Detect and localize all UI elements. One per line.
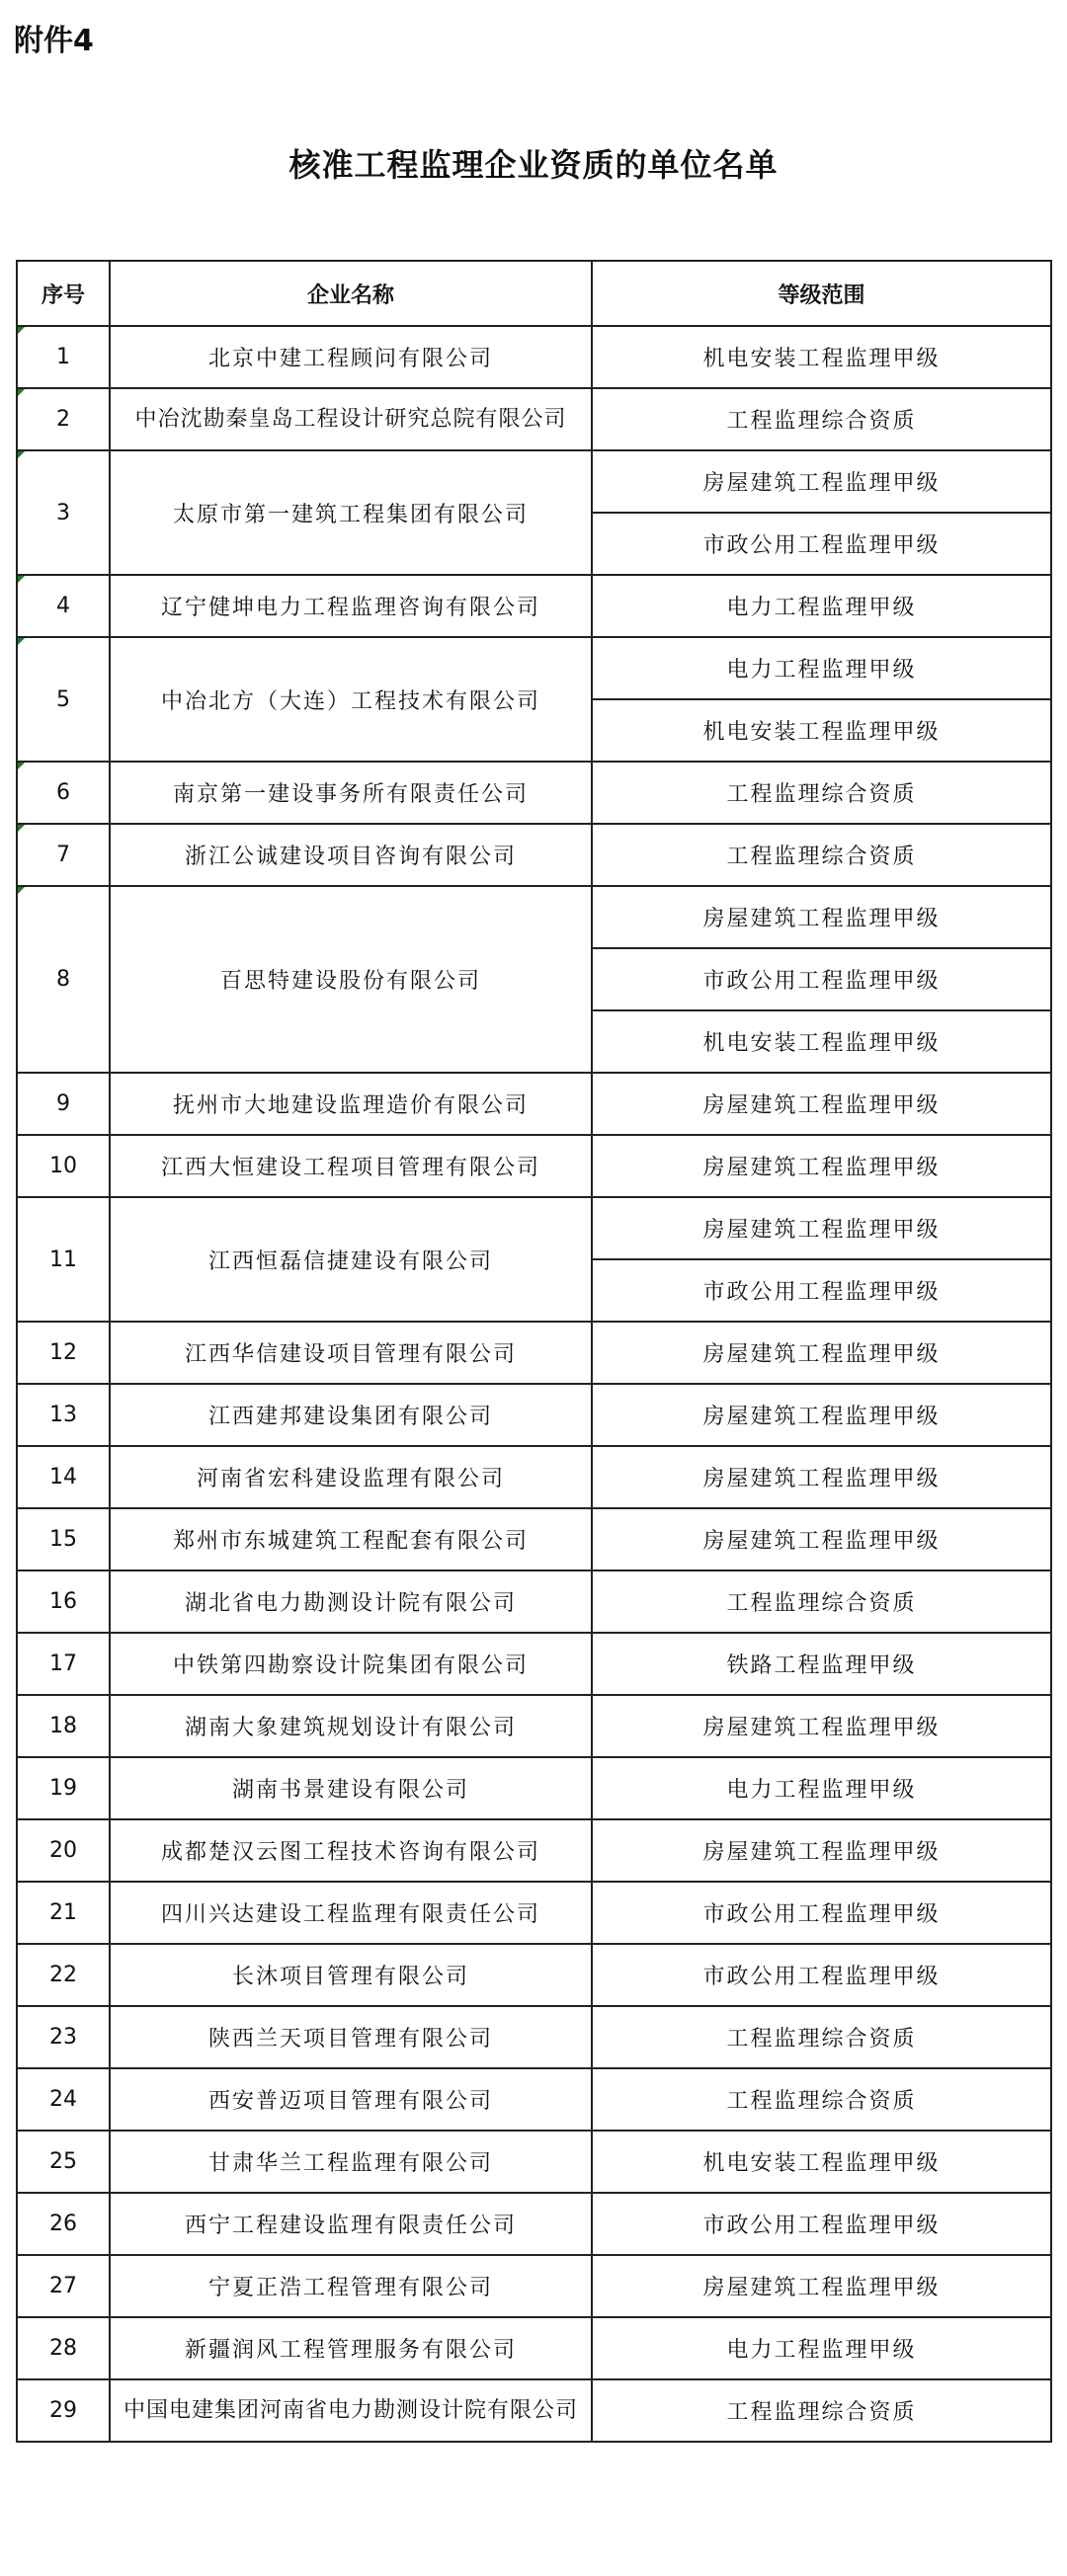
qualification-level: 工程监理综合资质 bbox=[592, 2379, 1051, 2442]
row-number: 6 bbox=[17, 762, 110, 824]
table-row bbox=[17, 637, 1051, 699]
table-row bbox=[17, 824, 1051, 886]
qualification-level: 电力工程监理甲级 bbox=[592, 575, 1051, 637]
qualification-level: 房屋建筑工程监理甲级 bbox=[592, 1073, 1051, 1135]
header-qualification-level: 等级范围 bbox=[592, 261, 1051, 326]
qualification-level: 房屋建筑工程监理甲级 bbox=[592, 1135, 1051, 1197]
qualification-level: 工程监理综合资质 bbox=[592, 762, 1051, 824]
row-number: 1 bbox=[17, 326, 110, 388]
row-number: 12 bbox=[17, 1322, 110, 1384]
row-number: 18 bbox=[17, 1695, 110, 1757]
row-number: 4 bbox=[17, 575, 110, 637]
table-row bbox=[17, 2131, 1051, 2193]
table-row bbox=[17, 1384, 1051, 1446]
row-number: 16 bbox=[17, 1570, 110, 1633]
qualification-level: 房屋建筑工程监理甲级 bbox=[592, 1322, 1051, 1384]
company-name: 中冶北方（大连）工程技术有限公司 bbox=[110, 637, 592, 762]
table-row bbox=[17, 1819, 1051, 1882]
qualification-level: 机电安装工程监理甲级 bbox=[592, 326, 1051, 388]
qualification-level: 市政公用工程监理甲级 bbox=[592, 513, 1051, 575]
table-body bbox=[17, 326, 1051, 2442]
qualification-level: 房屋建筑工程监理甲级 bbox=[592, 1384, 1051, 1446]
table-row bbox=[17, 450, 1051, 513]
qualification-level: 电力工程监理甲级 bbox=[592, 1757, 1051, 1819]
company-name: 湖南书景建设有限公司 bbox=[110, 1757, 592, 1819]
table-row bbox=[17, 1944, 1051, 2006]
row-number: 8 bbox=[17, 886, 110, 1073]
row-number: 19 bbox=[17, 1757, 110, 1819]
qualification-level: 电力工程监理甲级 bbox=[592, 637, 1051, 699]
company-name: 江西大恒建设工程项目管理有限公司 bbox=[110, 1135, 592, 1197]
row-number: 22 bbox=[17, 1944, 110, 2006]
row-number: 7 bbox=[17, 824, 110, 886]
company-name: 百思特建设股份有限公司 bbox=[110, 886, 592, 1073]
qualification-level: 房屋建筑工程监理甲级 bbox=[592, 450, 1051, 513]
row-number: 27 bbox=[17, 2255, 110, 2317]
table-row bbox=[17, 1135, 1051, 1197]
row-number: 11 bbox=[17, 1197, 110, 1322]
qualification-level: 工程监理综合资质 bbox=[592, 1570, 1051, 1633]
table-row bbox=[17, 575, 1051, 637]
qualification-level: 机电安装工程监理甲级 bbox=[592, 699, 1051, 762]
row-number: 25 bbox=[17, 2131, 110, 2193]
qualification-level: 工程监理综合资质 bbox=[592, 824, 1051, 886]
company-name: 中冶沈勘秦皇岛工程设计研究总院有限公司 bbox=[110, 388, 592, 450]
row-number: 15 bbox=[17, 1508, 110, 1570]
company-name: 南京第一建设事务所有限责任公司 bbox=[110, 762, 592, 824]
table-row bbox=[17, 326, 1051, 388]
qualification-level: 房屋建筑工程监理甲级 bbox=[592, 1819, 1051, 1882]
qualification-level: 工程监理综合资质 bbox=[592, 388, 1051, 450]
company-name: 西安普迈项目管理有限公司 bbox=[110, 2068, 592, 2131]
row-number: 2 bbox=[17, 388, 110, 450]
qualification-level: 房屋建筑工程监理甲级 bbox=[592, 1508, 1051, 1570]
company-name: 辽宁健坤电力工程监理咨询有限公司 bbox=[110, 575, 592, 637]
table-row bbox=[17, 1695, 1051, 1757]
company-name: 湖南大象建筑规划设计有限公司 bbox=[110, 1695, 592, 1757]
qualification-level: 工程监理综合资质 bbox=[592, 2068, 1051, 2131]
table-row bbox=[17, 388, 1051, 450]
table-row bbox=[17, 2379, 1051, 2442]
table-row bbox=[17, 2255, 1051, 2317]
qualification-level: 房屋建筑工程监理甲级 bbox=[592, 1197, 1051, 1259]
company-name: 湖北省电力勘测设计院有限公司 bbox=[110, 1570, 592, 1633]
company-name: 西宁工程建设监理有限责任公司 bbox=[110, 2193, 592, 2255]
row-number: 14 bbox=[17, 1446, 110, 1508]
company-name: 成都楚汉云图工程技术咨询有限公司 bbox=[110, 1819, 592, 1882]
qualification-level: 机电安装工程监理甲级 bbox=[592, 1010, 1051, 1073]
company-name: 北京中建工程顾问有限公司 bbox=[110, 326, 592, 388]
row-number: 13 bbox=[17, 1384, 110, 1446]
company-name: 中铁第四勘察设计院集团有限公司 bbox=[110, 1633, 592, 1695]
table-row bbox=[17, 762, 1051, 824]
table-header-row bbox=[17, 261, 1051, 326]
company-name: 长沐项目管理有限公司 bbox=[110, 1944, 592, 2006]
table-row bbox=[17, 1570, 1051, 1633]
document-title: 核准工程监理企业资质的单位名单 bbox=[288, 146, 779, 184]
company-name: 中国电建集团河南省电力勘测设计院有限公司 bbox=[110, 2379, 592, 2442]
header-company-name: 企业名称 bbox=[110, 261, 592, 326]
company-name: 江西建邦建设集团有限公司 bbox=[110, 1384, 592, 1446]
table-row bbox=[17, 886, 1051, 948]
row-number: 29 bbox=[17, 2379, 110, 2442]
table-row bbox=[17, 2068, 1051, 2131]
row-number: 3 bbox=[17, 450, 110, 575]
company-name: 太原市第一建筑工程集团有限公司 bbox=[110, 450, 592, 575]
table-row bbox=[17, 1757, 1051, 1819]
row-number: 9 bbox=[17, 1073, 110, 1135]
qualification-level: 机电安装工程监理甲级 bbox=[592, 2131, 1051, 2193]
qualification-level: 市政公用工程监理甲级 bbox=[592, 2193, 1051, 2255]
company-name: 新疆润风工程管理服务有限公司 bbox=[110, 2317, 592, 2379]
company-name: 江西恒磊信捷建设有限公司 bbox=[110, 1197, 592, 1322]
qualification-level: 房屋建筑工程监理甲级 bbox=[592, 2255, 1051, 2317]
company-name: 河南省宏科建设监理有限公司 bbox=[110, 1446, 592, 1508]
row-number: 28 bbox=[17, 2317, 110, 2379]
table-row bbox=[17, 1322, 1051, 1384]
table-row bbox=[17, 2006, 1051, 2068]
company-name: 郑州市东城建筑工程配套有限公司 bbox=[110, 1508, 592, 1570]
table-row bbox=[17, 1633, 1051, 1695]
qualification-level: 市政公用工程监理甲级 bbox=[592, 1259, 1051, 1322]
table-row bbox=[17, 2317, 1051, 2379]
qualification-level: 市政公用工程监理甲级 bbox=[592, 1944, 1051, 2006]
company-qualification-table bbox=[16, 260, 1052, 2443]
company-name: 四川兴达建设工程监理有限责任公司 bbox=[110, 1882, 592, 1944]
table-row bbox=[17, 1882, 1051, 1944]
row-number: 10 bbox=[17, 1135, 110, 1197]
row-number: 26 bbox=[17, 2193, 110, 2255]
row-number: 5 bbox=[17, 637, 110, 762]
qualification-level: 电力工程监理甲级 bbox=[592, 2317, 1051, 2379]
attachment-label: 附件4 bbox=[14, 24, 94, 58]
row-number: 20 bbox=[17, 1819, 110, 1882]
qualification-level: 市政公用工程监理甲级 bbox=[592, 948, 1051, 1010]
qualification-level: 市政公用工程监理甲级 bbox=[592, 1882, 1051, 1944]
qualification-level: 铁路工程监理甲级 bbox=[592, 1633, 1051, 1695]
table-row bbox=[17, 1073, 1051, 1135]
company-name: 宁夏正浩工程管理有限公司 bbox=[110, 2255, 592, 2317]
table-row bbox=[17, 1197, 1051, 1259]
table-row bbox=[17, 2193, 1051, 2255]
row-number: 21 bbox=[17, 1882, 110, 1944]
qualification-level: 房屋建筑工程监理甲级 bbox=[592, 1695, 1051, 1757]
company-name: 江西华信建设项目管理有限公司 bbox=[110, 1322, 592, 1384]
company-name: 抚州市大地建设监理造价有限公司 bbox=[110, 1073, 592, 1135]
table-row bbox=[17, 1508, 1051, 1570]
table-row bbox=[17, 1446, 1051, 1508]
qualification-level: 工程监理综合资质 bbox=[592, 2006, 1051, 2068]
company-name: 甘肃华兰工程监理有限公司 bbox=[110, 2131, 592, 2193]
header-no: 序号 bbox=[17, 261, 110, 326]
row-number: 24 bbox=[17, 2068, 110, 2131]
row-number: 23 bbox=[17, 2006, 110, 2068]
company-name: 浙江公诚建设项目咨询有限公司 bbox=[110, 824, 592, 886]
qualification-level: 房屋建筑工程监理甲级 bbox=[592, 886, 1051, 948]
company-name: 陕西兰天项目管理有限公司 bbox=[110, 2006, 592, 2068]
row-number: 17 bbox=[17, 1633, 110, 1695]
qualification-level: 房屋建筑工程监理甲级 bbox=[592, 1446, 1051, 1508]
